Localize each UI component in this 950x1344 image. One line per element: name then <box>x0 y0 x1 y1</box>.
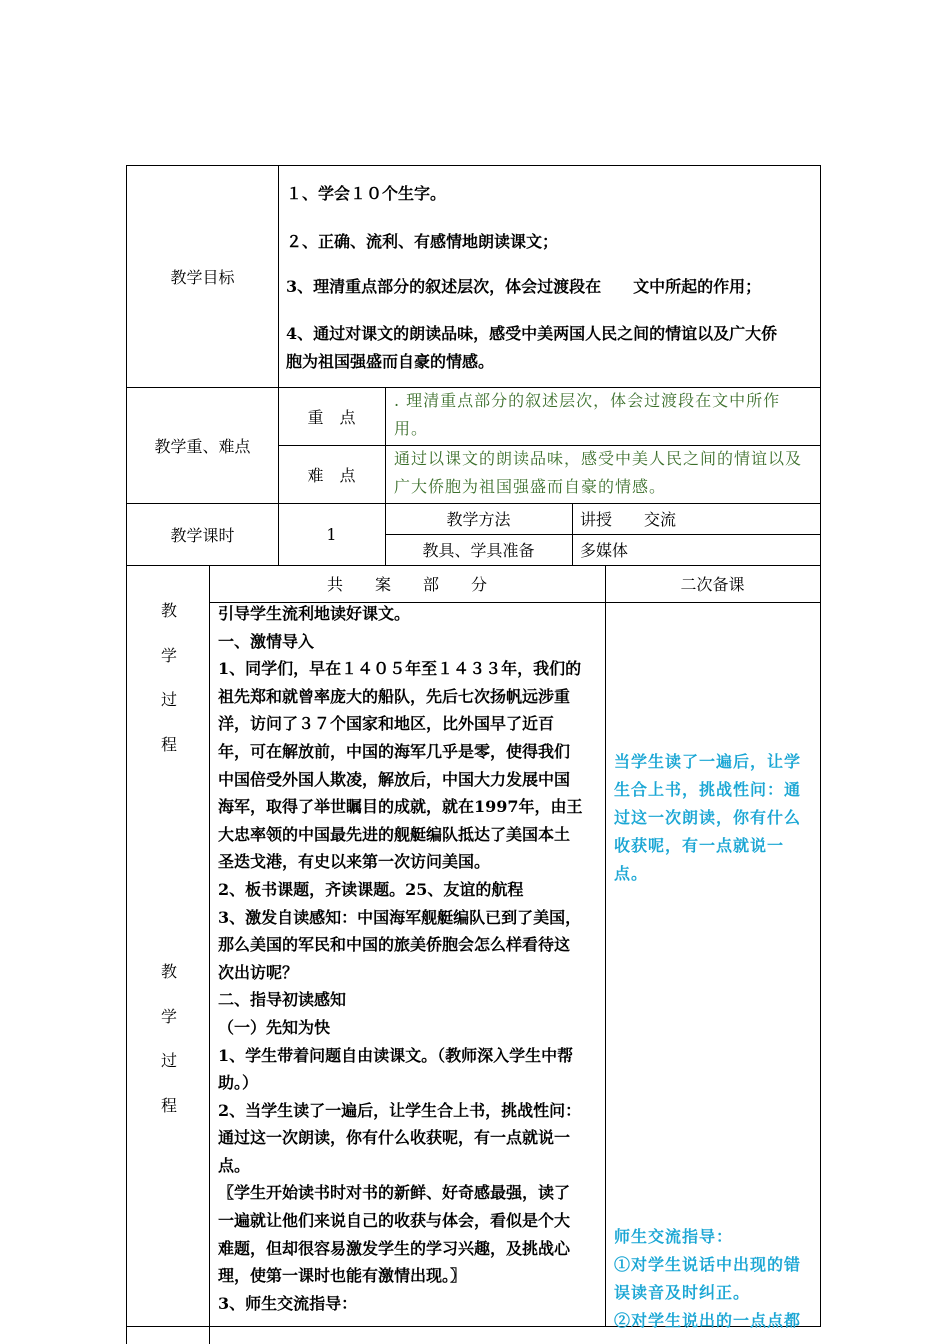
difficult-text-cell <box>385 445 821 504</box>
objective-2: ２、正确、流利、有感情地朗读课文； <box>286 232 559 251</box>
second-header: 二次备课 <box>680 575 745 594</box>
method-value-cell <box>572 503 821 535</box>
key-label: 重 点 <box>307 407 356 427</box>
tools-value-cell <box>572 534 821 566</box>
process-line: （一）先知为快 <box>218 1017 331 1037</box>
process-line: 圣迭戈港，有史以来第一次访问美国。 <box>218 852 491 872</box>
process-line: 次出访呢？ <box>218 962 299 982</box>
objectives-label: 教学目标 <box>170 268 235 287</box>
method-label: 教学方法 <box>446 510 511 529</box>
process-line: 一、激情导入 <box>218 631 315 651</box>
difficult-text-line-1: 通过以课文的朗读品味，感受中美人民之间的情谊以及 <box>394 449 803 468</box>
process-side-label-1: 教 学 过 程 <box>160 601 177 754</box>
tools-value: 多媒体 <box>580 541 629 560</box>
tools-label-cell <box>385 534 573 566</box>
hours-label-cell <box>126 503 279 566</box>
objectives-label-cell <box>126 165 279 388</box>
second-content-cell <box>605 602 821 1326</box>
process-line: 引导学生流利地读好课文。 <box>218 604 411 623</box>
process-line: 助。） <box>218 1073 259 1093</box>
key-label-cell <box>278 387 386 446</box>
hours-value-cell <box>278 503 386 566</box>
process-line: 洋，访问了３７个国家和地区，比外国早了近百 <box>218 714 555 734</box>
process-line: 3、激发自读感知：中国海军舰艇编队已到了美国， <box>218 907 582 927</box>
second-note-2: 师生交流指导： ①对学生说话中出现的错 误读音及时纠正。 ②对学生说出的一点点都 <box>614 1227 802 1330</box>
difficult-text-line-2: 广大侨胞为祖国强盛而自豪的情感。 <box>394 477 667 496</box>
process-line: 中国倍受外国人欺凌，解放后，中国大力发展中国 <box>218 769 571 789</box>
process-line: 1、学生带着问题自由读课文。（教师深入学生中帮 <box>218 1045 574 1065</box>
process-line: 点。 <box>218 1155 251 1175</box>
second-note-1: 当学生读了一遍后，让学 生合上书，挑战性问：通 过这一次朗读，你有什么 收获呢，有一点就说一 点。 <box>614 752 802 883</box>
process-line: 祖先郑和就曾率庞大的船队，先后七次扬帆远涉重 <box>218 686 571 706</box>
objective-4-line-1: 4、通过对课文的朗读品味，感受中美两国人民之间的情谊以及广大侨 <box>286 324 778 343</box>
process-line: 二、指导初读感知 <box>218 990 347 1010</box>
process-line: 年，可在解放前，中国的海军几乎是零，使得我们 <box>218 741 571 761</box>
objective-4-line-2: 胞为祖国强盛而自豪的情感。 <box>286 352 495 371</box>
process-text <box>218 600 598 1317</box>
key-points-label-cell <box>126 387 279 504</box>
key-text-cell <box>385 387 821 446</box>
objective-1: １、学会１０个生字。 <box>286 184 447 203</box>
method-value: 讲授 交流 <box>580 510 677 529</box>
process-line: 大忠率领的中国最先进的舰艇编队抵达了美国本土 <box>218 824 571 844</box>
process-line: 通过这一次朗读，你有什么收获呢，有一点就说一 <box>218 1128 571 1148</box>
process-side-label-2: 教 学 过 程 <box>160 962 177 1115</box>
process-line: 难题，但却很容易激发学生的学习兴趣，及挑战心 <box>218 1238 571 1258</box>
process-line: 海军，取得了举世瞩目的成就，就在1997年，由王 <box>218 797 583 817</box>
process-line: 2、板书课题，齐读课题。25、友谊的航程 <box>218 879 524 899</box>
difficult-label: 难 点 <box>307 465 356 485</box>
hours-label: 教学课时 <box>170 525 235 545</box>
process-line: 2、当学生读了一遍后，让学生合上书，挑战性问： <box>218 1100 582 1120</box>
objective-3: 3、理清重点部分的叙述层次，体会过渡段在 文中所起的作用； <box>286 277 762 296</box>
key-text-line-1: . 理清重点部分的叙述层次，体会过渡段在文中所作 <box>394 391 781 410</box>
difficult-label-cell <box>278 445 386 504</box>
key-text-line-2: 用。 <box>394 419 429 438</box>
process-line: 一遍就让他们来说自己的收获与体会，看似是个大 <box>218 1211 571 1231</box>
process-line: 理，使第一课时也能有激情出现。〗 <box>218 1266 467 1286</box>
key-points-label: 教学重、难点 <box>154 436 251 456</box>
shared-header: 共 案 部 分 <box>326 575 487 594</box>
process-line: 3、师生交流指导： <box>218 1293 358 1313</box>
process-line: 1、同学们，早在１４０５年至１４３３年，我们的 <box>218 659 582 679</box>
second-header-cell <box>605 565 821 603</box>
shared-header-cell <box>209 565 606 603</box>
process-line: 那么美国的军民和中国的旅美侨胞会怎么样看待这 <box>218 935 571 955</box>
hours-value: 1 <box>326 524 337 544</box>
tools-label: 教具、学具准备 <box>422 541 535 560</box>
process-line: 〖学生开始读书时对书的新鲜、好奇感最强，读了 <box>218 1183 571 1203</box>
method-label-cell <box>385 503 573 535</box>
